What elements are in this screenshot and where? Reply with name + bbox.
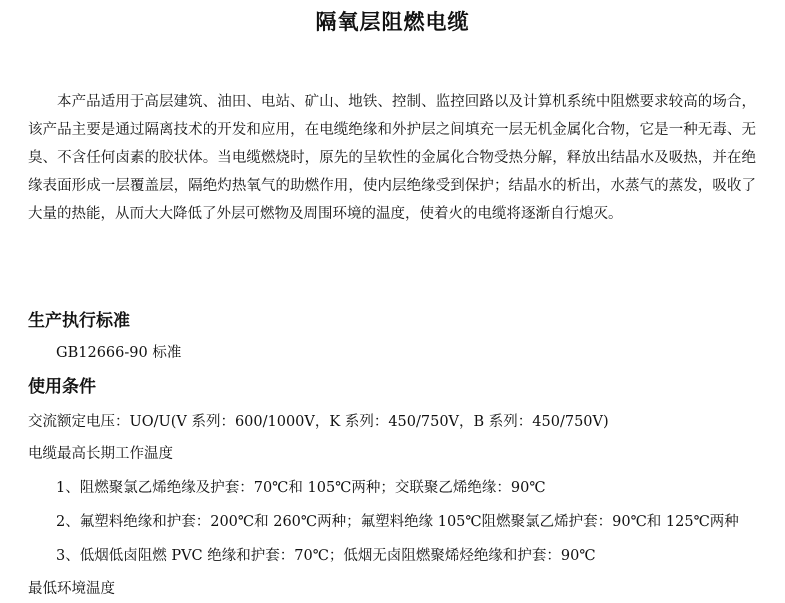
intro-paragraph: 本产品适用于高层建筑、油田、电站、矿山、地铁、控制、监控回路以及计算机系统中阻燃要求较高的场合，该产品主要是通过隔离技术的开发和应用，在电缆绝缘和外护层之间填充一层无机金属化合物，它是一种无毒、无臭、不含任何卤素的胶状体。当电缆燃烧时，原先的呈软性的金属化合物受热分解，释放出结晶水及吸热，并在绝缘表面形成一层覆盖层，隔绝灼热氧气的助燃作用，使内层绝缘受到保护；结晶水的析出，水蒸气的蒸发，吸收了大量的热能，从而大大降低了外层可燃物及周围环境的温度，使着火的电缆将逐渐自行熄灭。 [28,94,756,222]
temp-item-1: 1、阻燃聚氯乙烯绝缘及护套：70℃和 105℃两种；交联聚乙烯绝缘：90℃ [56,480,546,496]
min-temp-label: 最低环境温度 [28,581,115,597]
temp-item-2: 2、氟塑料绝缘和护套：200℃和 260℃两种；氟塑料绝缘 105℃阻燃聚氯乙烯护套：90℃和 125℃两种 [56,514,739,530]
voltage-text: 交流额定电压：UO/U(V 系列：600/1000V，K 系列：450/750V，B 系列：450/750V) [28,414,609,430]
temp-item-3: 3、低烟低卤阻燃 PVC 绝缘和护套：70℃；低烟无卤阻燃聚烯烃绝缘和护套：90℃ [56,548,596,564]
conditions-heading: 使用条件 [28,377,96,397]
document-title: 隔氧层阻燃电缆 [315,10,470,34]
max-temp-label: 电缆最高长期工作温度 [28,446,173,462]
standard-text: GB12666-90 标准 [56,345,182,361]
standard-heading: 生产执行标准 [28,311,130,331]
